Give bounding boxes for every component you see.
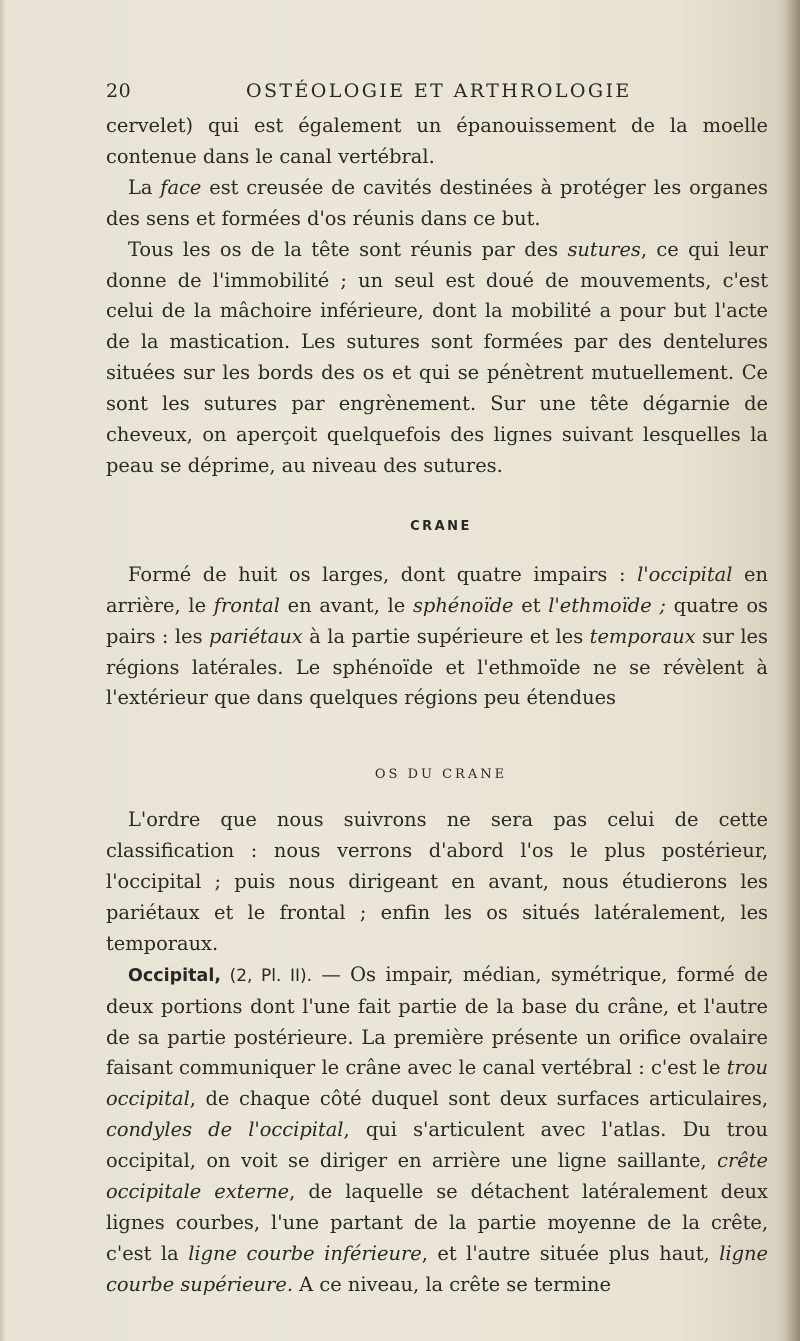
paragraph-2: [106, 173, 768, 235]
paragraph-3-text-a: Tous les os de la tête sont réunis par des: [128, 237, 568, 261]
section-heading-crane: CRANE: [410, 518, 472, 534]
paragraph-6-text-c: , qui s'articulent avec l'atlas. Du trou occipital, on voit se diriger en arrière une ligne saillante,: [106, 1118, 768, 1173]
paragraph-4-text-e: quatre os pairs : les: [106, 593, 768, 648]
term-sphenoide: sphénoïde: [412, 593, 514, 617]
paragraph-4-text-d: et: [513, 593, 549, 617]
paragraph-4-text-c: en avant, le: [279, 593, 413, 617]
paragraph-6-text-d: , de laquelle se détachent latéralement deux lignes courbes, l'une partant de la partie moyenne de la crête, c'est la: [106, 1180, 768, 1265]
term-condyles: condyles de l'occipital: [106, 1118, 344, 1142]
page-header: [106, 80, 768, 110]
paragraph-1-text: cervelet) qui est également un épanouissement de la moelle contenue dans le canal vertébral.: [106, 114, 768, 168]
term-face: face: [160, 175, 202, 199]
running-head: OSTÉOLOGIE ET ARTHROLOGIE: [246, 80, 632, 102]
section-heading-os-du-crane: OS DU CRANE: [374, 767, 508, 783]
paragraph-6-text-e: , et l'autre située plus haut,: [421, 1241, 720, 1265]
term-occipital: l'occipital: [637, 562, 733, 586]
term-parietaux: pariétaux: [209, 624, 303, 648]
paragraph-4-text-b: en arrière, le: [106, 562, 768, 617]
term-trou-occipital: trou occipital: [106, 1056, 768, 1111]
plate-reference: (2, Pl. II).: [220, 965, 313, 986]
term-ligne-courbe-inferieure: ligne courbe inférieure: [188, 1241, 422, 1265]
body-text: [106, 111, 768, 1301]
paragraph-6-text-f: A ce niveau, la crête se termine: [293, 1272, 611, 1296]
page-number: 20: [106, 80, 132, 102]
paragraph-5: [106, 805, 768, 960]
term-crete-occipitale: crête occipitale externe: [106, 1149, 768, 1204]
page-left-edge: [0, 0, 6, 1341]
paragraph-3-text-b: , ce qui leur donne de l'immobilité ; un seul est doué de mouvements, c'est celui de la mâchoire inférieure, dont la mobilité a pour but l'acte de la mastication. Les sutures sont formées par des dentelures situées sur les bords des os et qui se pénètrent mutuellement. Ce sont les sutures par engrènement. Sur une tête dégarnie de cheveux, on aperçoit quelquefois des lignes suivant lesquelles la peau se déprime, au niveau des sutures.: [106, 237, 768, 477]
paragraph-6-text-a: — Os impair, médian, symétrique, formé de deux portions dont l'une fait partie de la base du crâne, et l'autre de sa partie postérieure. La première présente un orifice ovalaire faisant communiquer le crâne avec le canal vertébral : c'est le: [106, 962, 768, 1080]
term-ethmoide: l'ethmoïde ;: [548, 593, 666, 617]
page-right-edge-shadow: [786, 0, 800, 1341]
paragraph-5-text: L'ordre que nous suivrons ne sera pas celui de cette classification : nous verrons d'abord l'os le plus postérieur, l'occipital ; puis nous dirigeant en avant, nous étudierons les pariétaux et le frontal ; enfin les os situés latéralement, les temporaux.: [106, 808, 768, 955]
paragraph-6: [106, 960, 768, 1301]
paragraph-4: [106, 560, 768, 715]
paragraph-3: [106, 235, 768, 482]
term-sutures: sutures: [567, 237, 641, 261]
paragraph-4-text-a: Formé de huit os larges, dont quatre impairs :: [128, 562, 638, 586]
paragraph-1: [106, 111, 768, 173]
term-ligne-courbe-superieure: ligne courbe supérieure.: [106, 1241, 768, 1296]
term-frontal: frontal: [213, 593, 280, 617]
term-temporaux: temporaux: [589, 624, 696, 648]
paragraph-6-text-b: , de chaque côté duquel sont deux surfaces articulaires,: [189, 1087, 768, 1111]
term-occipital-heading: Occipital,: [128, 965, 221, 986]
paragraph-2-text-b: est creusée de cavités destinées à protéger les organes des sens et formées d'os réunis dans ce but.: [106, 175, 768, 230]
paragraph-4-text-g: sur les régions latérales. Le sphénoïde et l'ethmoïde ne se révèlent à l'extérieur que dans quelques régions peu étendues: [106, 624, 768, 710]
paragraph-2-text-a: La: [128, 175, 161, 199]
paragraph-4-text-f: à la partie supérieure et les: [302, 624, 590, 648]
